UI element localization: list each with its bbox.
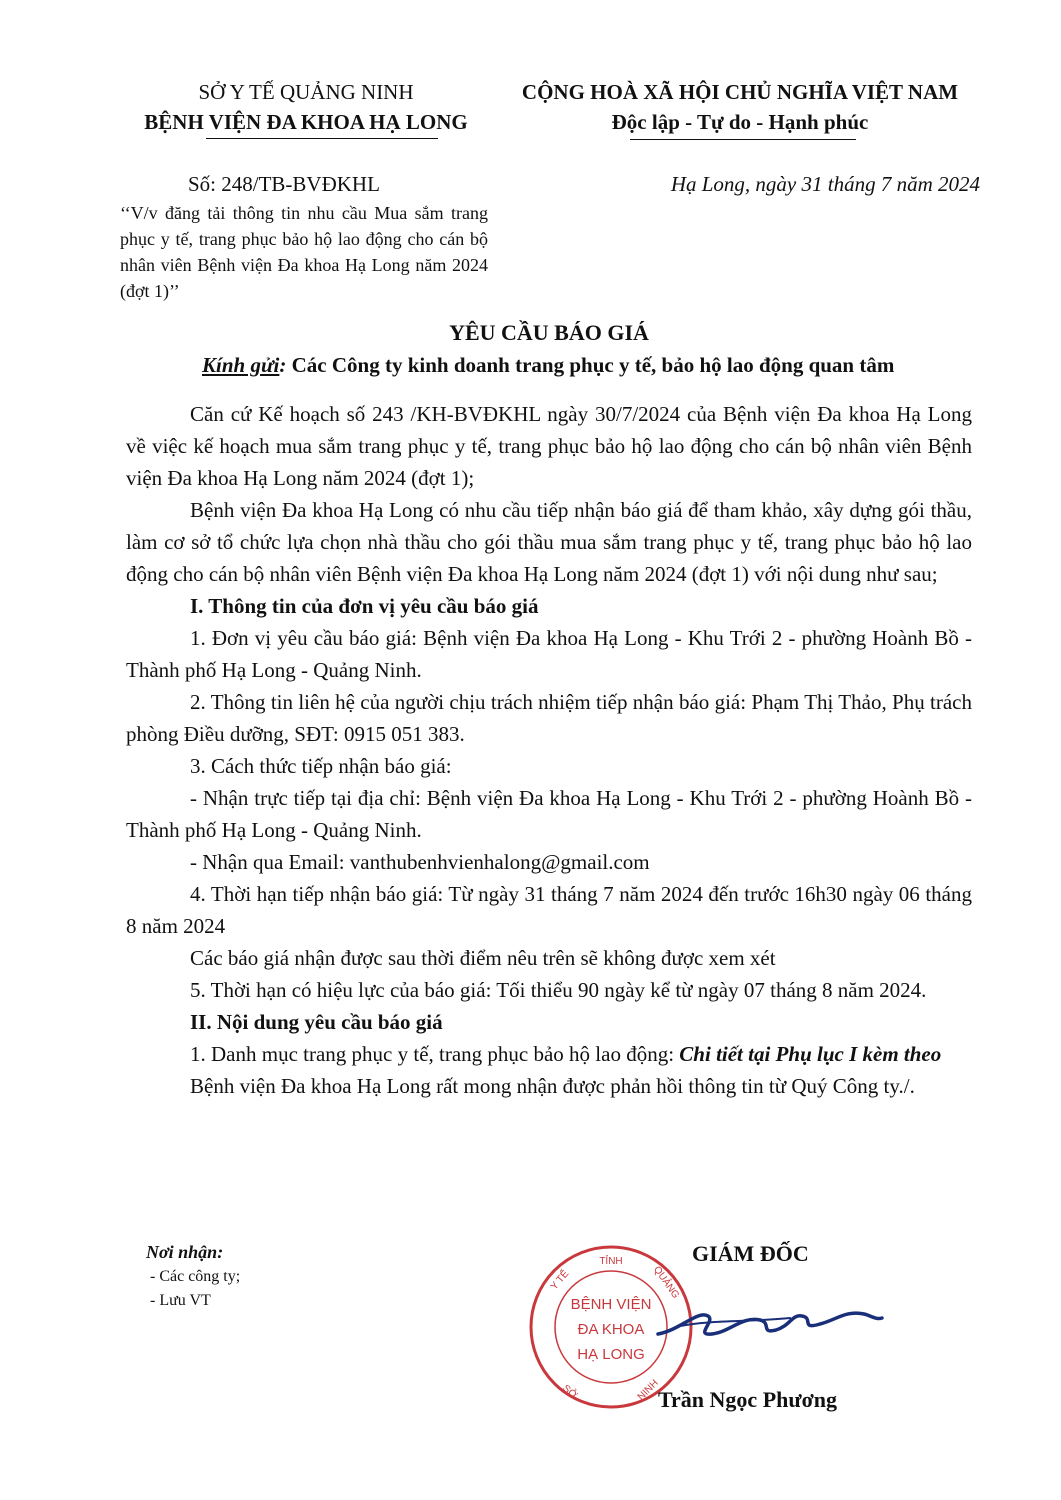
recipients-line-archive: - Lưu VT (150, 1292, 211, 1309)
handwritten-signature (650, 1290, 890, 1350)
item-email-delivery: - Nhận qua Email: vanthubenhvienhalong@gmail.com (190, 850, 650, 874)
recipient-line (202, 350, 992, 380)
signer-name: Trần Ngọc Phương (658, 1387, 837, 1412)
item-catalogue (126, 1038, 972, 1070)
document-number: Số: 248/TB-BVĐKHL (188, 172, 380, 196)
place-date: Hạ Long, ngày 31 tháng 7 năm 2024 (670, 172, 980, 196)
header-right-rule (630, 139, 856, 140)
stamp-line-2: ĐA KHOA (577, 1321, 645, 1338)
stamp-ring-bottom-left: SỞ (560, 1382, 579, 1402)
item-contact-info: 2. Thông tin liên hệ của người chịu trách nhiệm tiếp nhận báo giá: Phạm Thị Thảo, Phụ trách phòng Điều dưỡng, SĐT: 0915 051 383. (126, 690, 972, 746)
stamp-line-3: HẠ LONG (577, 1346, 645, 1363)
recipients-line-companies: - Các công ty; (150, 1268, 241, 1285)
recipient-label: Kính gửi (202, 353, 280, 377)
stamp-ring-bottom: NINH (635, 1377, 661, 1403)
recipient-text: Các Công ty kinh doanh trang phục y tế, bảo hộ lao động quan tâm (286, 353, 895, 377)
stamp-ring-right: QUẢNG (651, 1264, 682, 1301)
item-validity: 5. Thời hạn có hiệu lực của báo giá: Tối thiểu 90 ngày kể từ ngày 07 tháng 8 năm 2024. (190, 978, 927, 1002)
item-deadline: 4. Thời hạn tiếp nhận báo giá: Từ ngày 31 tháng 7 năm 2024 đến trước 16h30 ngày 06 tháng 8 năm 2024 (126, 882, 972, 938)
document-title: YÊU CẦU BÁO GIÁ (449, 320, 649, 345)
signature-role: GIÁM ĐỐC (692, 1241, 809, 1266)
item-requesting-unit: 1. Đơn vị yêu cầu báo giá: Bệnh viện Đa khoa Hạ Long - Khu Trới 2 - phường Hoành Bồ - Thành phố Hạ Long - Quảng Ninh. (126, 626, 972, 682)
stamp-ring-top: TỈNH (599, 1256, 623, 1267)
closing-paragraph: Bệnh viện Đa khoa Hạ Long rất mong nhận được phản hồi thông tin từ Quý Công ty./. (190, 1074, 915, 1098)
national-title: CỘNG HOÀ XÃ HỘI CHỦ NGHĨA VIỆT NAM (521, 80, 959, 104)
hospital-name: BỆNH VIỆN ĐA KHOA HẠ LONG (144, 110, 468, 134)
agency-name: SỞ Y TẾ QUẢNG NINH (198, 80, 414, 104)
signature-stroke (650, 1290, 890, 1350)
document-body (126, 398, 972, 1102)
recipients-label: Nơi nhận: (146, 1242, 224, 1262)
national-motto: Độc lập - Tự do - Hạnh phúc (611, 110, 869, 134)
header-left-rule (206, 138, 438, 139)
item-deadline-note: Các báo giá nhận được sau thời điểm nêu trên sẽ không được xem xét (190, 946, 776, 970)
item-catalogue-text: 1. Danh mục trang phục y tế, trang phục bảo hộ lao động: (190, 1042, 680, 1066)
stamp-ring-left-top: Y TẾ (548, 1268, 572, 1293)
document-subject: ‘‘V/v đăng tải thông tin nhu cầu Mua sắm trang phục y tế, trang phục bảo hộ lao động cho cán bộ nhân viên Bệnh viện Đa khoa Hạ Long năm 2024 (đợt 1)’’ (120, 203, 488, 301)
section-heading-2: II. Nội dung yêu cầu báo giá (190, 1010, 443, 1034)
recipient-colon: : (279, 353, 287, 377)
section-heading-1: I. Thông tin của đơn vị yêu cầu báo giá (190, 594, 539, 618)
item-receiving-method: 3. Cách thức tiếp nhận báo giá: (190, 754, 452, 778)
paragraph-purpose: Bệnh viện Đa khoa Hạ Long có nhu cầu tiếp nhận báo giá để tham khảo, xây dựng gói thầu, làm cơ sở tổ chức lựa chọn nhà thầu cho gói thầu mua sắm trang phục y tế, trang phục bảo hộ lao động cho cán bộ nhân viên Bệnh viện Đa khoa Hạ Long năm 2024 (đợt 1) với nội dung như sau; (126, 498, 972, 586)
stamp-line-1: BỆNH VIỆN (570, 1296, 652, 1313)
item-catalogue-appendix: Chi tiết tại Phụ lục I kèm theo (679, 1042, 942, 1066)
paragraph-basis: Căn cứ Kế hoạch số 243 /KH-BVĐKHL ngày 30/7/2024 của Bệnh viện Đa khoa Hạ Long về việc kế hoạch mua sắm trang phục y tế, trang phục bảo hộ lao động cho cán bộ nhân viên Bệnh viện Đa khoa Hạ Long năm 2024 (đợt 1); (126, 402, 972, 490)
item-direct-delivery: - Nhận trực tiếp tại địa chỉ: Bệnh viện Đa khoa Hạ Long - Khu Trới 2 - phường Hoành Bồ - Thành phố Hạ Long - Quảng Ninh. (126, 786, 972, 842)
